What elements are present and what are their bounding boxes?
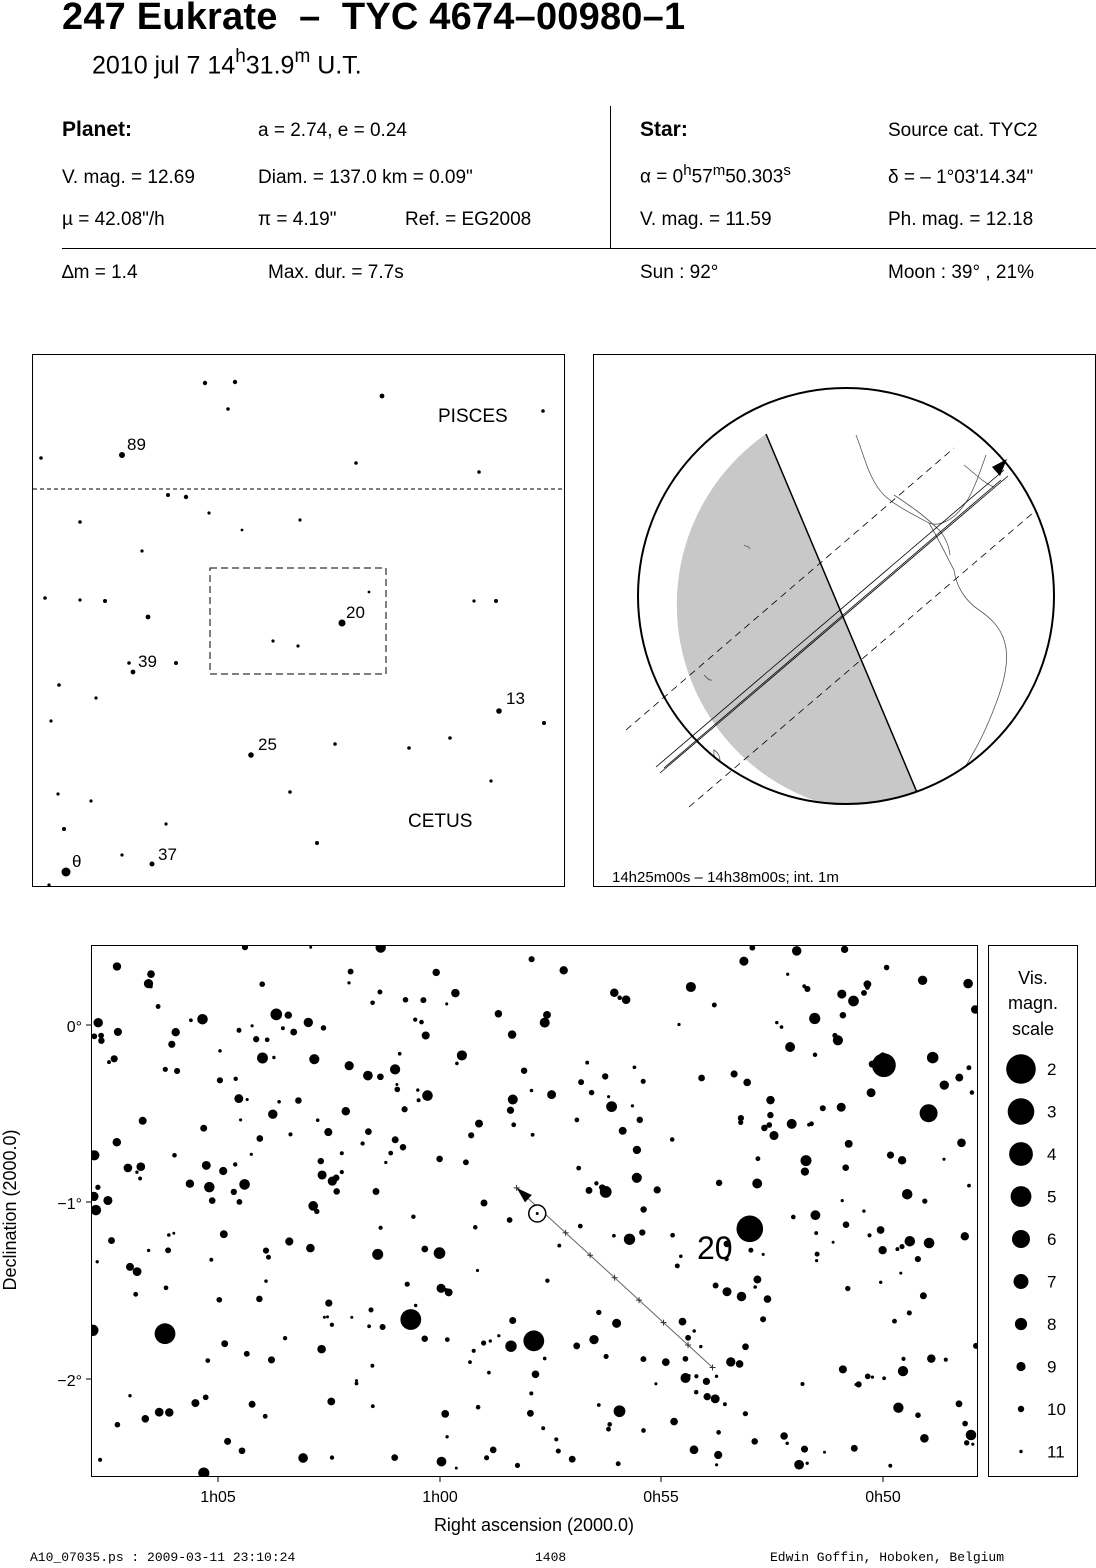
star-label-25: 25 <box>258 735 277 754</box>
legend-dot <box>1016 1362 1025 1371</box>
max-duration: Max. dur. = 7.7s <box>268 262 404 283</box>
legend-dot <box>1009 1142 1033 1166</box>
y-tick-0: 0° <box>66 1019 82 1036</box>
finder-star <box>203 381 207 385</box>
moon-info: Moon : 39° , 21% <box>888 262 1034 283</box>
legend-mag-label: 5 <box>1047 1187 1057 1207</box>
finder-star <box>184 495 188 499</box>
star-source-catalog: Source cat. TYC2 <box>888 120 1038 141</box>
finder-star <box>448 736 452 740</box>
star-label-theta: θ <box>72 852 82 871</box>
legend-mag-label: 9 <box>1047 1357 1057 1377</box>
legend-dot <box>1015 1318 1027 1330</box>
legend-mag-label: 6 <box>1047 1230 1057 1249</box>
finder-star <box>489 779 492 782</box>
legend-items <box>1006 1054 1066 1461</box>
finder-star <box>62 827 66 831</box>
legend-mag-label: 8 <box>1047 1315 1057 1334</box>
finder-star <box>140 549 143 552</box>
finder-star <box>271 639 274 642</box>
planet-diameter: Diam. = 137.0 km = 0.09" <box>258 167 473 188</box>
y-tick-minus1: −1° <box>57 1196 82 1213</box>
planet-heading: Planet: <box>62 118 133 141</box>
legend-dot <box>1019 1450 1022 1453</box>
finder-star <box>47 883 50 886</box>
page-title: 247 Eukrate – TYC 4674–00980–1 <box>62 0 686 38</box>
finder-chart-svg <box>33 355 564 886</box>
finder-star <box>477 470 481 474</box>
x-tick-1h00: 1h00 <box>422 1489 458 1506</box>
legend-title-line-2: magn. <box>1007 993 1059 1013</box>
finder-star <box>494 599 498 603</box>
finder-star <box>288 790 292 794</box>
finder-star <box>120 853 123 856</box>
finder-chart <box>32 354 565 887</box>
finder-star <box>542 721 546 725</box>
legend-dot <box>1014 1274 1029 1289</box>
x-tick-0h55: 0h55 <box>643 1489 679 1506</box>
x-axis-label: Right ascension (2000.0) <box>433 1515 635 1535</box>
finder-star <box>472 599 475 602</box>
planet-vmag: V. mag. = 12.69 <box>62 167 195 188</box>
globe-panel <box>593 354 1096 887</box>
legend-dot <box>1008 1098 1035 1125</box>
y-ticks <box>86 1025 91 1379</box>
finder-star <box>131 670 136 675</box>
finder-star <box>354 461 358 465</box>
legend-mag-label: 3 <box>1047 1102 1057 1122</box>
legend-mag-label: 2 <box>1047 1060 1057 1079</box>
finder-star <box>315 841 319 845</box>
finder-star <box>241 529 244 532</box>
finder-star <box>541 409 545 413</box>
legend-dot <box>1006 1054 1036 1084</box>
finder-star <box>226 407 230 411</box>
finder-star <box>57 683 61 687</box>
finder-star <box>407 746 411 750</box>
legend-mag-label: 10 <box>1047 1400 1066 1419</box>
star-photographic-mag: Ph. mag. = 12.18 <box>888 209 1034 230</box>
constellation-label-cetus: CETUS <box>408 811 473 832</box>
footer-page-number: 1408 <box>535 1550 567 1565</box>
finder-star <box>296 644 299 647</box>
planet-orbit: a = 2.74, e = 0.24 <box>258 120 407 141</box>
header-divider-vertical <box>610 106 611 248</box>
finder-star <box>233 380 237 384</box>
y-axis-label: Declination (2000.0) <box>0 1129 20 1291</box>
globe-svg <box>594 355 1095 886</box>
legend-mag-label: 7 <box>1047 1272 1057 1292</box>
chart-star-label-20: 20 <box>697 1230 733 1266</box>
finder-star <box>89 799 92 802</box>
finder-star <box>380 394 385 399</box>
planet-motion: µ = 42.08"/h <box>62 209 165 230</box>
legend-title-line-3: scale <box>1011 1019 1055 1039</box>
star-label-20: 20 <box>346 603 365 622</box>
legend-dot <box>1018 1406 1024 1412</box>
star-right-ascension: $\alpha = 0^h57^m50.303^s$ <box>640 162 791 188</box>
finder-star <box>43 596 47 600</box>
legend-mag-label: 4 <box>1047 1145 1057 1164</box>
planet-parallax: π = 4.19" <box>258 209 337 230</box>
finder-star <box>103 599 107 603</box>
x-tick-0h50: 0h50 <box>865 1489 901 1506</box>
finder-star <box>78 520 82 524</box>
finder-star <box>174 661 178 665</box>
finder-star <box>339 620 346 627</box>
star-label-37: 37 <box>158 845 177 864</box>
magnitude-drop: ∆m = 1.4 <box>62 262 138 283</box>
star-label-89: 89 <box>127 435 146 454</box>
finder-star <box>39 456 43 460</box>
legend-svg <box>989 946 1077 1476</box>
constellation-label-pisces: PISCES <box>438 406 508 427</box>
finder-star <box>207 511 210 514</box>
star-heading: Star: <box>640 118 688 141</box>
footer-file-info: A10_07035.ps : 2009-03-11 23:10:24 <box>30 1550 296 1565</box>
x-tick-1h05: 1h05 <box>200 1489 236 1506</box>
finder-star <box>146 615 151 620</box>
finder-star <box>166 493 170 497</box>
star-label-13: 13 <box>506 689 525 708</box>
globe-time-caption: 14h25m00s – 14h38m00s; int. 1m <box>612 869 839 886</box>
event-datetime: 2010 jul 7 14$^h$31.9$^m$ U.T. <box>92 46 362 80</box>
footer-author: Edwin Goffin, Hoboken, Belgium <box>770 1550 1005 1565</box>
legend-dot <box>1012 1230 1030 1248</box>
chart-axes <box>0 940 1096 1540</box>
star-label-39: 39 <box>138 652 157 671</box>
magnitude-legend <box>988 945 1078 1477</box>
legend-mag-label: 11 <box>1047 1442 1065 1462</box>
finder-star <box>127 661 131 665</box>
finder-star <box>94 696 97 699</box>
finder-star <box>368 591 371 594</box>
header-divider-horizontal <box>62 248 1096 249</box>
y-tick-minus2: −2° <box>57 1373 82 1390</box>
sun-elongation: Sun : 92° <box>640 262 719 283</box>
finder-star <box>248 752 254 758</box>
finder-star <box>62 868 71 877</box>
finder-star <box>56 792 59 795</box>
legend-title-line-1: Vis. <box>1018 968 1048 988</box>
finder-star <box>164 822 167 825</box>
star-vmag: V. mag. = 11.59 <box>640 209 772 230</box>
finder-star <box>496 708 502 714</box>
planet-reference: Ref. = EG2008 <box>405 209 532 230</box>
finder-star <box>78 598 81 601</box>
finder-star <box>119 452 125 458</box>
star-declination: δ = – 1°03'14.34" <box>888 167 1034 188</box>
finder-star <box>333 742 337 746</box>
legend-dot <box>1011 1186 1032 1207</box>
finder-star <box>150 862 155 867</box>
finder-star <box>49 719 52 722</box>
finder-star <box>298 518 301 521</box>
x-ticks <box>218 1477 883 1482</box>
